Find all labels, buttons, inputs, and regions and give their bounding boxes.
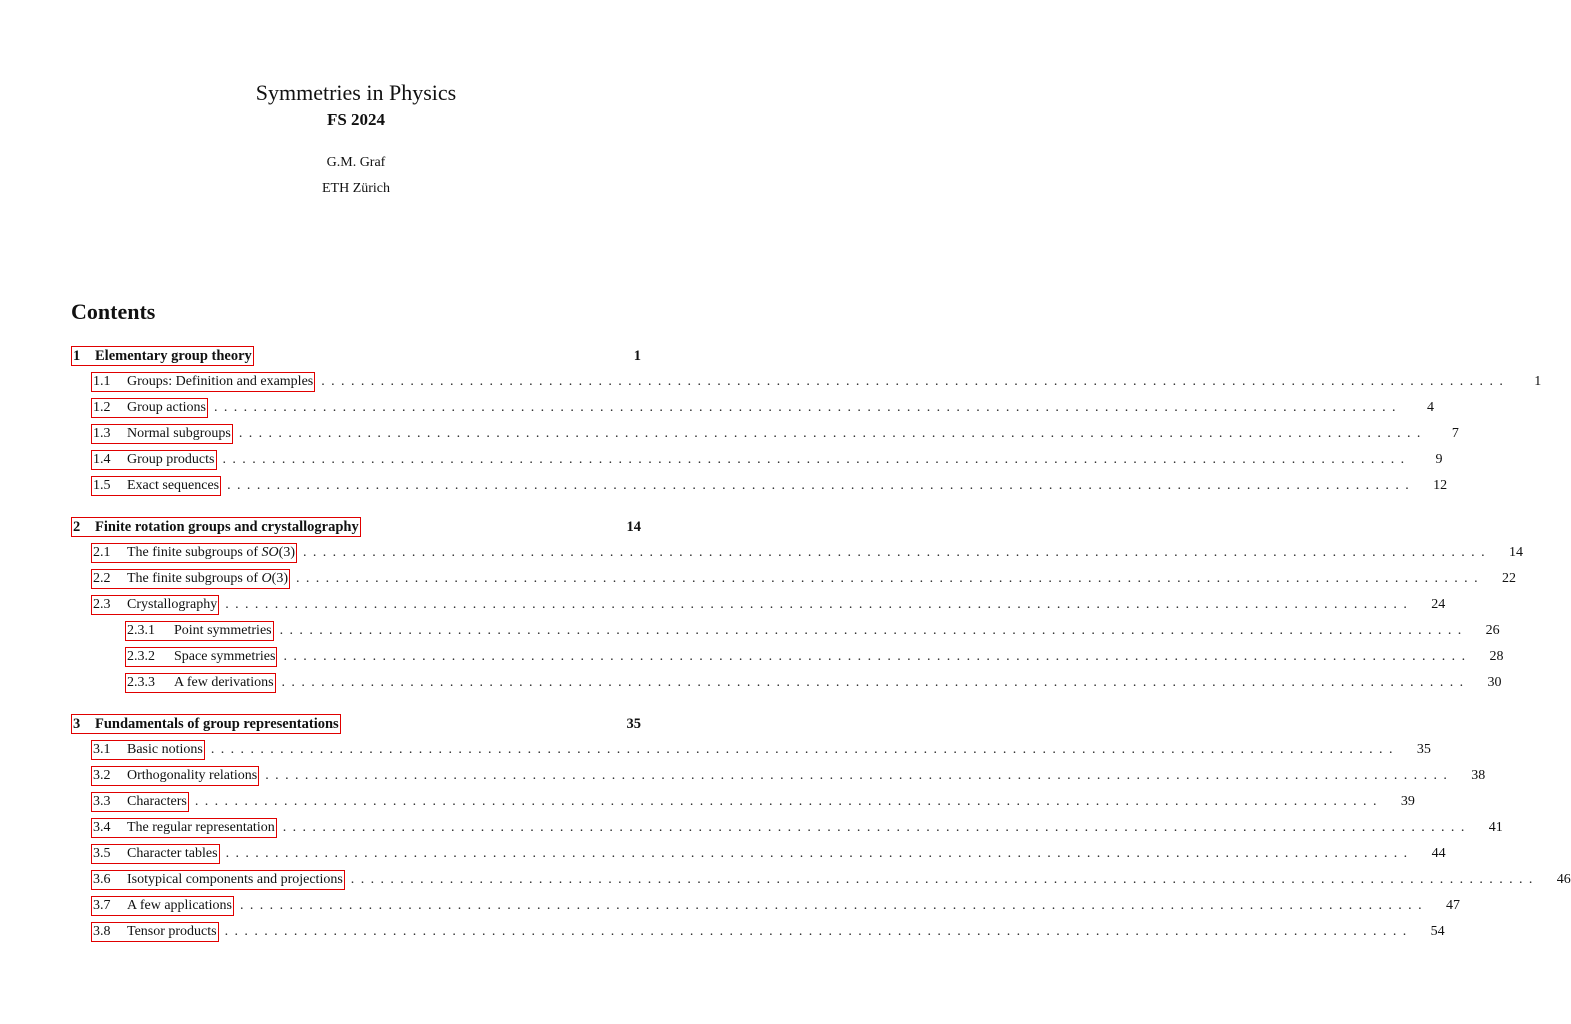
toc-title: A few applications <box>127 898 232 913</box>
toc-link-subsection-2-3-2[interactable] <box>125 647 277 667</box>
toc-link-section-1-1[interactable] <box>91 372 315 392</box>
toc-section-2-2 <box>71 566 1516 592</box>
toc-leader-dots: ........................................................................................................................ <box>213 400 1402 415</box>
toc-page-number: 12 <box>1433 478 1448 493</box>
toc-title: Characters <box>127 794 187 809</box>
toc-number: 3.3 <box>93 794 111 809</box>
math-symbol: O <box>261 571 272 586</box>
toc-leader-dots: ........................................................................................................................ <box>265 768 1454 783</box>
toc-number: 3.8 <box>93 924 111 939</box>
toc-leader-dots: ........................................................................................................................ <box>281 675 1470 690</box>
toc-page-number: 44 <box>1431 846 1446 861</box>
toc-number: 3.4 <box>93 820 111 835</box>
toc-subsection-2-3-1 <box>71 618 1500 644</box>
toc-number: 3.6 <box>93 872 111 887</box>
toc-section-3-8 <box>71 919 1445 945</box>
toc-title: Character tables <box>127 846 218 861</box>
toc-section-1-3 <box>71 421 1459 447</box>
toc-leader-dots: ........................................................................................................................ <box>227 478 1416 493</box>
toc-page-number: 14 <box>1508 545 1523 560</box>
toc-link-section-3-7[interactable] <box>91 896 234 916</box>
toc-title: Elementary group theory <box>95 347 252 364</box>
toc-leader-dots: ........................................................................................................................ <box>239 898 1428 913</box>
toc-link-chapter-1[interactable] <box>71 346 254 366</box>
toc-number: 3.5 <box>93 846 111 861</box>
toc-link-section-2-2[interactable] <box>91 569 290 589</box>
toc-number: 2.3.3 <box>127 675 155 690</box>
toc-title: Point symmetries <box>174 623 272 638</box>
toc-number: 2.3 <box>93 597 111 612</box>
toc-number: 2.1 <box>93 545 111 560</box>
toc-leader-dots: ........................................................................................................................ <box>282 820 1471 835</box>
toc-section-3-7 <box>71 893 1460 919</box>
toc-title: Isotypical components and projections <box>127 872 343 887</box>
toc-section-3-6 <box>71 867 1571 893</box>
toc-leader-dots: ........................................................................................................................ <box>238 426 1427 441</box>
toc-number: 1.5 <box>93 478 111 493</box>
toc-leader-dots: ........................................................................................................................ <box>194 794 1383 809</box>
toc-leader-dots: ........................................................................................................................ <box>225 597 1414 612</box>
toc-title: The regular representation <box>127 820 275 835</box>
title-block <box>0 78 712 202</box>
toc-title: Crystallography <box>127 597 218 612</box>
toc-leader-dots: ........................................................................................................................ <box>224 924 1413 939</box>
toc-section-1-5 <box>71 473 1448 499</box>
toc-title: Exact sequences <box>127 478 220 493</box>
toc-number: 2.3.1 <box>127 623 155 638</box>
toc-link-section-3-3[interactable] <box>91 792 189 812</box>
toc-leader-dots: ........................................................................................................................ <box>295 571 1484 586</box>
toc-number: 2.2 <box>93 571 111 586</box>
toc-leader-dots: ........................................................................................................................ <box>222 452 1411 467</box>
toc-number: 1.3 <box>93 426 111 441</box>
toc-link-subsection-2-3-3[interactable] <box>125 673 276 693</box>
toc-link-section-3-8[interactable] <box>91 922 219 942</box>
toc-number: 1.2 <box>93 400 111 415</box>
toc-number: 1.1 <box>93 374 111 389</box>
toc-section-1-1 <box>71 369 1542 395</box>
toc-title: Group actions <box>127 400 206 415</box>
toc-link-section-3-4[interactable] <box>91 818 277 838</box>
toc-leader-dots: ........................................................................................................................ <box>210 742 1399 757</box>
toc-title: Normal subgroups <box>127 426 231 441</box>
document-affiliation: ETH Zürich <box>321 181 391 196</box>
toc-title: Finite rotation groups and crystallography <box>95 518 359 535</box>
toc-link-section-1-4[interactable] <box>91 450 217 470</box>
toc-link-section-2-1[interactable] <box>91 543 297 563</box>
toc-page-number: 4 <box>1426 400 1434 415</box>
toc-page-number: 1 <box>633 347 641 364</box>
document-author: G.M. Graf <box>326 155 386 170</box>
toc-section-1-4 <box>71 447 1443 473</box>
toc-page-number: 39 <box>1400 794 1415 809</box>
toc-page-number: 7 <box>1451 426 1459 441</box>
toc-page-number: 35 <box>1416 742 1431 757</box>
toc-link-section-2-3[interactable] <box>91 595 219 615</box>
toc-link-section-3-6[interactable] <box>91 870 345 890</box>
toc-number: 1 <box>73 347 81 364</box>
toc-link-section-3-2[interactable] <box>91 766 259 786</box>
toc-number: 3 <box>73 715 81 732</box>
toc-link-section-1-2[interactable] <box>91 398 208 418</box>
toc-chapter-2 <box>71 514 641 540</box>
toc-section-3-3 <box>71 789 1415 815</box>
toc-title: The finite subgroups of O(3) <box>127 571 288 586</box>
toc-link-section-1-3[interactable] <box>91 424 233 444</box>
toc-leader-dots: ........................................................................................................................ <box>279 623 1468 638</box>
toc-leader-dots: ........................................................................................................................ <box>225 846 1414 861</box>
toc-link-chapter-2[interactable] <box>71 517 361 537</box>
toc-page-number: 9 <box>1435 452 1443 467</box>
toc-page-number: 22 <box>1501 571 1516 586</box>
toc-leader-dots: ........................................................................................................................ <box>283 649 1472 664</box>
toc-number: 2.3.2 <box>127 649 155 664</box>
toc-title: Fundamentals of group representations <box>95 715 339 732</box>
toc-chapter-3 <box>71 711 641 737</box>
toc-page-number: 14 <box>626 518 641 535</box>
contents-heading: Contents <box>71 299 156 324</box>
toc-section-2-3 <box>71 592 1446 618</box>
toc-section-3-2 <box>71 763 1486 789</box>
toc-title: Tensor products <box>127 924 217 939</box>
toc-section-3-4 <box>71 815 1503 841</box>
toc-title: Space symmetries <box>174 649 276 664</box>
toc-title: Orthogonality relations <box>127 768 258 783</box>
toc-number: 1.4 <box>93 452 111 467</box>
toc-section-3-5 <box>71 841 1446 867</box>
table-of-contents <box>71 343 1571 945</box>
toc-title: The finite subgroups of SO(3) <box>127 545 295 560</box>
toc-link-subsection-2-3-1[interactable] <box>125 621 274 641</box>
toc-title: Groups: Definition and examples <box>127 374 314 389</box>
toc-number: 3.2 <box>93 768 111 783</box>
document-subtitle: FS 2024 <box>326 110 386 129</box>
toc-section-2-1 <box>71 540 1523 566</box>
toc-number: 3.1 <box>93 742 111 757</box>
toc-page-number: 24 <box>1431 597 1446 612</box>
toc-page-number: 54 <box>1430 924 1445 939</box>
toc-link-section-3-5[interactable] <box>91 844 220 864</box>
toc-link-section-1-5[interactable] <box>91 476 221 496</box>
toc-leader-dots: ........................................................................................................................ <box>321 374 1510 389</box>
toc-title: Group products <box>127 452 215 467</box>
toc-leader-dots: ........................................................................................................................ <box>350 872 1539 887</box>
document-title: Symmetries in Physics <box>255 80 457 105</box>
toc-subsection-2-3-2 <box>71 644 1504 670</box>
toc-page-number: 47 <box>1445 898 1460 913</box>
toc-title: Basic notions <box>127 742 203 757</box>
toc-page-number: 1 <box>1534 374 1542 389</box>
toc-number: 3.7 <box>93 898 111 913</box>
toc-number: 2 <box>73 518 81 535</box>
toc-chapter-1 <box>71 343 641 369</box>
math-symbol: SO <box>261 545 279 560</box>
toc-section-3-1 <box>71 737 1431 763</box>
toc-page-number: 41 <box>1488 820 1503 835</box>
toc-link-chapter-3[interactable] <box>71 714 341 734</box>
toc-page-number: 38 <box>1471 768 1486 783</box>
toc-page-number: 30 <box>1487 675 1502 690</box>
toc-section-1-2 <box>71 395 1434 421</box>
toc-subsection-2-3-3 <box>71 670 1502 696</box>
toc-leader-dots: ........................................................................................................................ <box>302 545 1491 560</box>
toc-page-number: 28 <box>1489 649 1504 664</box>
toc-page-number: 35 <box>626 715 641 732</box>
toc-page-number: 26 <box>1485 623 1500 638</box>
toc-title: A few derivations <box>174 675 274 690</box>
toc-link-section-3-1[interactable] <box>91 740 205 760</box>
toc-page-number: 46 <box>1556 872 1571 887</box>
